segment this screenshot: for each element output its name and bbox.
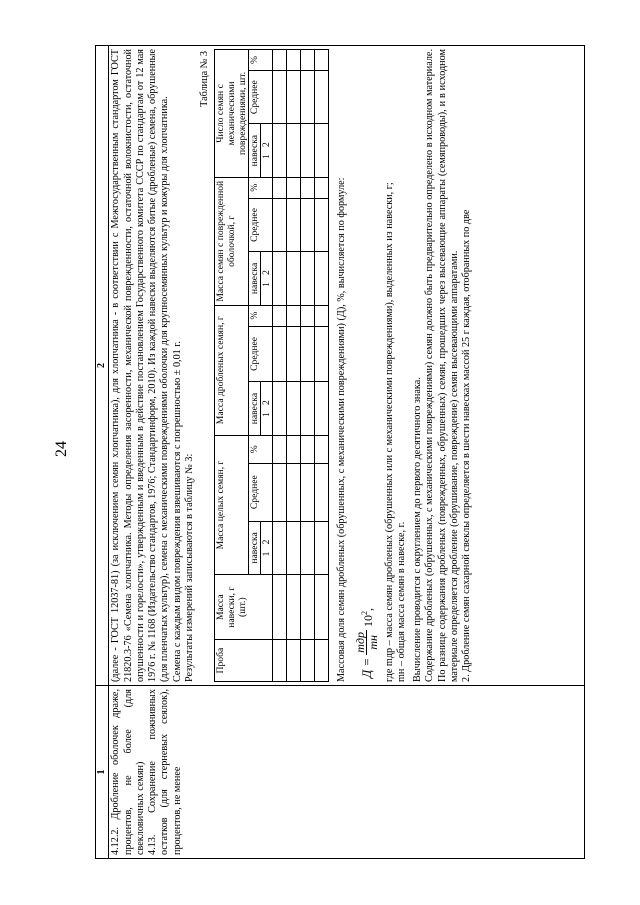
formula <box>354 49 380 678</box>
formula-multiplier: $10^2$, <box>360 607 376 627</box>
subheader-naveska: навеска <box>248 382 260 435</box>
subheader-naveska: навеска <box>248 252 260 305</box>
table-row <box>300 50 314 682</box>
table-3 <box>214 49 329 682</box>
subheader-pct: % <box>248 435 272 463</box>
header-mech-damaged-count: Число семян с механическими повреждениями, шт. <box>214 50 248 178</box>
subheader-pct: % <box>248 50 272 71</box>
method-paragraph-7: Вычисление проводится с округлением до первого десятичного знака. <box>412 377 424 682</box>
subheader-srednee: Среднее <box>248 463 272 521</box>
table-caption: Таблица № 3 <box>199 51 211 107</box>
formula-lhs: Д = <box>358 657 374 678</box>
formula-fraction <box>354 630 380 655</box>
requirement-4-12-2: 4.12.2. Дробление оболочек драже, процентов, не более (для свекловичных семян) <box>110 689 146 855</box>
method-paragraph-5: где mдр – масса семян дробленых (обрушенных или с механическими повреждениями), выделенных из навески, г; <box>383 182 395 682</box>
method-cell <box>109 46 585 686</box>
subheader-naveska-numbers: 1 2 <box>260 124 272 177</box>
table-row <box>314 50 328 682</box>
method-paragraph-8: Содержание дробленых (обрушенных, с механическими повреждениями) семян должно быть предварительно определено в исходном материале. По разнице содержания дробленых (поврежденных, обрушенных) семян, прошедших через высевающие аппараты (семяпроводы), и в исходном материале определяется дробление (обрушивание, повреждение) семян высевающими аппаратами. <box>424 49 461 682</box>
subheader-naveska-numbers: 1 2 <box>260 521 272 574</box>
subheader-naveska-numbers: 1 2 <box>260 382 272 435</box>
header-massa-naveski: Масса навески, г (шт.) <box>214 575 272 640</box>
method-paragraph-1: (далее - ГОСТ 12037-81) (за исключением семян хлопчатника), для хлопчатника - в соответствии с Межгосударственным стандартом ГОСТ 21820.3-76 «Семена хлопчатника. Методы определения засоренности, механической поврежденности, остаточной волокнистости, остаточной опушенности и горелости», утвержденным и введенным в действие постановлением Государственного комитета СССР по стандартам от 12 мая 1976 г. № 1168 (Издательство стандартов, 1976; Стандартинформ, 2010). Из каждой навески выделяются битые (дробленые) семена, обрушенные (для пленчатых культур), семена с механическими повреждениями оболочки для крупносемянных культур и кожуры для хлопчатника. <box>110 49 171 682</box>
rotated-page-content <box>95 45 585 859</box>
header-whole-seeds: Масса целых семян, г <box>214 435 248 574</box>
column-header-2: 2 <box>96 46 109 686</box>
subheader-naveska-numbers: 1 2 <box>260 252 272 305</box>
subheader-srednee: Среднее <box>248 198 272 251</box>
method-paragraph-2: Семена с каждым видом повреждения взвешиваются с погрешностью ± 0,01 г. <box>171 341 183 682</box>
method-paragraph-6: mн – общая масса семян в навеске, г. <box>395 521 407 682</box>
subheader-srednee: Среднее <box>248 70 272 123</box>
main-table <box>95 45 585 859</box>
subheader-srednee: Среднее <box>248 326 272 382</box>
header-damaged-shell: Масса семян с поврежденной оболочкой, г <box>214 177 248 305</box>
formula-numerator: mдр <box>352 631 367 653</box>
method-paragraph-9: 2. Дробление семян сахарной свеклы определяется в шести навесках массой 25 г каждая, отобранных по две <box>461 209 473 682</box>
method-paragraph-3: Результаты измерений записываются в таблицу № 3: <box>184 453 196 682</box>
subheader-naveska: навеска <box>248 124 260 177</box>
table-row <box>286 50 300 682</box>
formula-denominator: mн <box>366 635 381 650</box>
column-header-1: 1 <box>96 686 109 859</box>
table-row <box>272 50 286 682</box>
subheader-naveska: навеска <box>248 521 260 574</box>
requirement-4-13: 4.13. Сохранение пожнивных остатков (для стерневых сеялок), процентов, не менее <box>147 689 183 855</box>
page-number: 24 <box>53 441 70 457</box>
requirements-cell <box>109 686 585 859</box>
method-paragraph-4: Массовая доля семян дробленых (обрушенных, с механическими повреждениями) (Д), %, вычисляется по формуле: <box>335 177 347 682</box>
subheader-pct: % <box>248 177 272 198</box>
header-proba: Проба <box>214 640 272 682</box>
subheader-pct: % <box>248 305 272 326</box>
header-crushed-seeds: Масса дробленых семян, г <box>214 305 248 435</box>
